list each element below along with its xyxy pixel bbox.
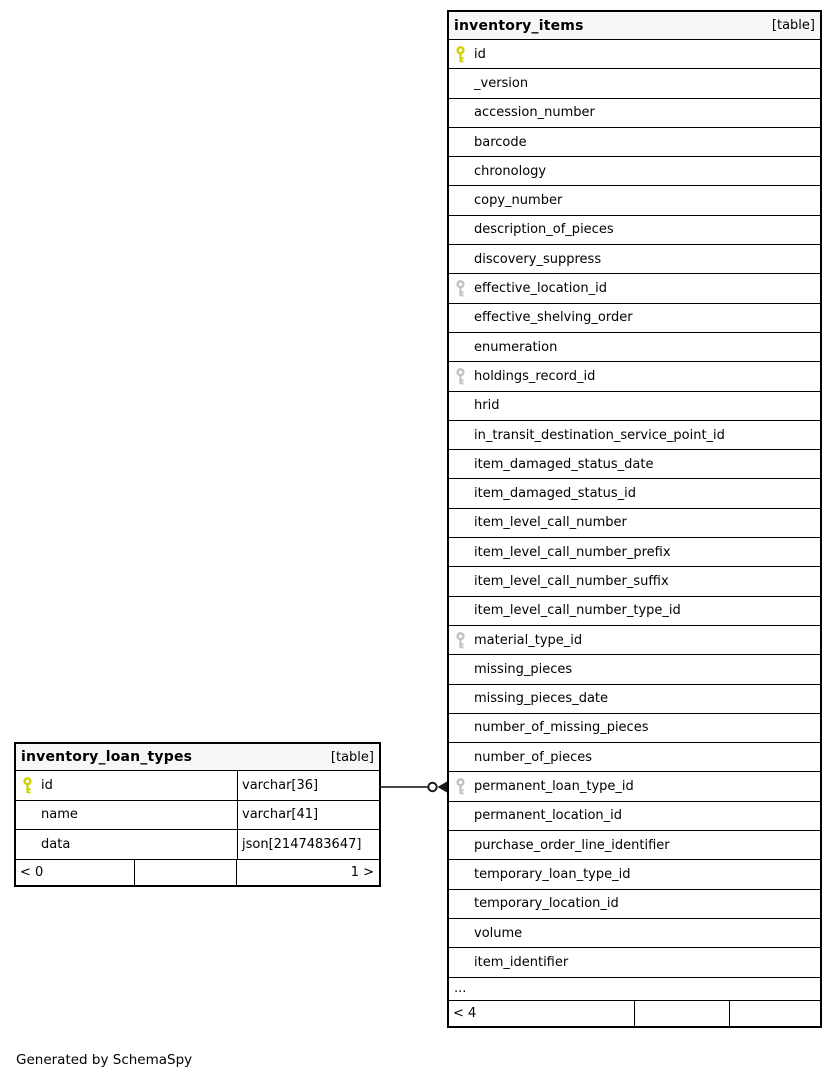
column-row[interactable] [449,597,820,626]
footer-parents-count [730,1001,820,1026]
column-row[interactable] [449,772,820,801]
column-name: number_of_missing_pieces [474,720,649,736]
column-name: _version [474,75,529,91]
column-row[interactable] [449,831,820,860]
column-name: effective_shelving_order [474,310,633,326]
foreign-key-icon [455,368,474,385]
ellipsis-row: ... [449,978,820,1002]
foreign-key-icon [455,778,474,795]
column-row[interactable] [449,99,820,128]
foreign-key-icon [455,280,474,297]
column-row[interactable] [16,801,379,831]
column-row[interactable] [449,948,820,977]
column-name: item_level_call_number_type_id [474,603,681,619]
column-row[interactable] [449,157,820,186]
column-name: item_damaged_status_date [474,456,654,472]
column-name: item_identifier [474,954,569,970]
column-name: hrid [474,398,500,414]
column-row[interactable] [449,802,820,831]
table-inventory-items[interactable] [447,10,822,1028]
column-row[interactable] [449,274,820,303]
column-name: in_transit_destination_service_point_id [474,427,725,443]
relationship-connector [381,779,447,795]
column-row[interactable] [449,216,820,245]
column-name: missing_pieces_date [474,691,609,707]
footer-middle-cell [635,1001,730,1026]
column-name: id [41,777,53,793]
column-row[interactable] [449,40,820,69]
column-row[interactable] [449,69,820,98]
column-row[interactable] [449,919,820,948]
column-row[interactable] [449,509,820,538]
column-rows [16,771,379,860]
table-type-label: [table] [771,18,815,33]
column-row[interactable] [449,392,820,421]
column-name: barcode [474,134,527,150]
column-row[interactable] [449,743,820,772]
column-name: item_level_call_number_suffix [474,573,669,589]
column-type: json[2147483647] [237,830,379,859]
footer-parents-count: 1 > [350,864,374,880]
column-name: temporary_location_id [474,896,619,912]
column-name: temporary_loan_type_id [474,866,631,882]
column-row[interactable] [449,538,820,567]
footer-children-count: < 4 [449,1001,635,1026]
column-name: permanent_loan_type_id [474,779,634,795]
column-name: purchase_order_line_identifier [474,837,670,853]
table-name[interactable]: inventory_items [454,17,584,34]
column-name: material_type_id [474,632,583,648]
column-row[interactable] [449,450,820,479]
column-name: enumeration [474,339,558,355]
table-header [449,12,820,40]
table-footer [449,1001,820,1026]
column-row[interactable] [449,685,820,714]
column-name: chronology [474,163,547,179]
column-name: accession_number [474,105,595,121]
column-name: item_level_call_number_prefix [474,544,671,560]
column-name: number_of_pieces [474,749,593,765]
footer-children-count: < 0 [16,860,135,886]
column-name: holdings_record_id [474,368,596,384]
table-header [16,744,379,771]
column-name: id [474,46,486,62]
column-row[interactable] [449,333,820,362]
table-type-label: [table] [330,749,374,765]
column-name: permanent_location_id [474,808,623,824]
column-row[interactable] [449,714,820,743]
column-rows [449,40,820,978]
table-inventory-loan-types[interactable] [14,742,381,887]
column-name: effective_location_id [474,281,607,297]
column-row[interactable] [449,421,820,450]
column-name: description_of_pieces [474,222,614,238]
footer-middle-cell [135,860,237,886]
column-name: item_level_call_number [474,515,627,531]
column-name: volume [474,925,523,941]
table-name[interactable]: inventory_loan_types [21,749,193,765]
foreign-key-icon [455,632,474,649]
column-name: discovery_suppress [474,251,602,267]
column-row[interactable] [449,186,820,215]
table-footer [16,860,379,886]
column-row[interactable] [449,362,820,391]
column-name: data [41,836,71,852]
column-name: item_damaged_status_id [474,486,637,502]
column-row[interactable] [449,479,820,508]
column-row[interactable] [449,128,820,157]
generated-by-label: Generated by SchemaSpy [16,1052,193,1068]
column-name: missing_pieces [474,661,573,677]
column-name: name [41,807,78,823]
column-row[interactable] [449,304,820,333]
column-row[interactable] [449,860,820,889]
column-type: varchar[41] [237,801,379,830]
column-name: copy_number [474,193,563,209]
column-row[interactable] [449,626,820,655]
column-row[interactable] [449,890,820,919]
primary-key-icon [455,46,474,63]
column-row[interactable] [16,830,379,860]
column-row[interactable] [449,655,820,684]
primary-key-icon [22,777,41,794]
column-row[interactable] [16,771,379,801]
column-row[interactable] [449,245,820,274]
column-type: varchar[36] [237,771,379,800]
column-row[interactable] [449,567,820,596]
